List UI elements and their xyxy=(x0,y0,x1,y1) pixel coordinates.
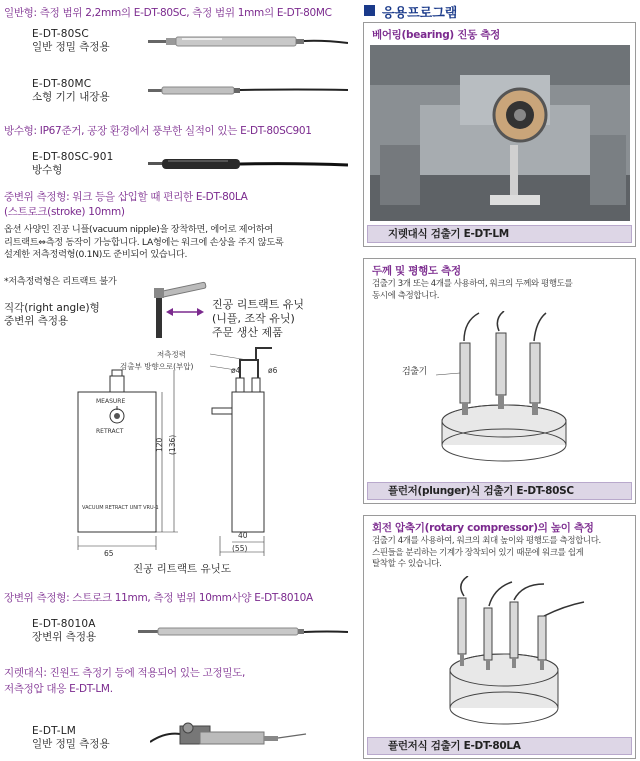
product-code: E-DT-80SC-901 xyxy=(32,151,114,163)
thickness-measurement-illustration xyxy=(434,311,624,481)
product-e-dt-80mc xyxy=(32,78,110,104)
double-arrow-icon xyxy=(166,306,204,318)
rotary-compressor-illustration xyxy=(434,576,624,736)
general-heading: 일반형: 측정 범위 2,2mm의 E-DT-80SC, 측정 범위 1mm의 E-DT-80MC xyxy=(4,7,332,19)
drawing-label-phi4: ø4 xyxy=(231,366,241,375)
vacuum-unit-line2: (니플, 조작 유닛) xyxy=(212,312,295,325)
detector-label: 검출기 xyxy=(402,367,427,377)
drawing-dim-40: 40 xyxy=(238,531,248,540)
body-line: 리트랙트⇔측정 동작이 가능합니다. LA형에는 워크에 손상을 주지 않도록 xyxy=(4,236,284,248)
drawing-caption: 진공 리트랙트 유닛도 xyxy=(133,563,231,575)
panel-body-line: 탈착할 수 있습니다. xyxy=(372,559,442,569)
vacuum-unit-label xyxy=(212,298,304,340)
product-desc: 소형 기기 내장용 xyxy=(32,91,110,103)
panel-body-line: 검출기 4개를 사용하여, 워크의 최대 높이와 평행도를 측정합니다. xyxy=(372,536,601,546)
product-e-dt-80sc xyxy=(32,28,110,54)
right-angle-line2: 중변위 측정용 xyxy=(4,315,69,327)
drawing-label-unit-text: VACUUM RETRACT UNIT VRU-1 xyxy=(82,505,159,511)
product-e-dt-80sc-901 xyxy=(32,151,114,177)
drawing-label-measure: MEASURE xyxy=(96,398,126,405)
right-angle-label xyxy=(4,302,100,328)
panel-body xyxy=(372,536,601,571)
product-desc: 장변위 측정용 xyxy=(32,631,97,643)
body-line: 옵션 사양인 진공 니플(vacuum nipple)을 장착하면, 에어로 제어하여 xyxy=(4,224,273,235)
panel-caption: 지렛대식 검출기 E-DT-LM xyxy=(367,225,632,243)
product-desc: 일반 정밀 측정용 xyxy=(32,738,110,750)
panel-thickness-parallelism xyxy=(363,258,636,504)
right-angle-line1: 직각(right angle)형 xyxy=(4,302,100,314)
panel-rotary-compressor-height xyxy=(363,515,636,759)
product-desc: 방수형 xyxy=(32,164,63,176)
panel-caption: 플런저식 검출기 E-DT-80LA xyxy=(367,737,632,755)
drawing-label-force: 저측정력 xyxy=(157,350,186,359)
e-dt-80sc-901-probe-image xyxy=(148,156,348,172)
lever-heading-line2: 저측정압 대응 E-DT-LM. xyxy=(4,683,113,695)
vacuum-unit-line1: 진공 리트랙트 유닛 xyxy=(212,298,305,311)
midstroke-heading-line2: (스트로크(stroke) 10mm) xyxy=(4,206,125,218)
vacuum-retract-unit-drawing xyxy=(60,340,330,560)
panel-body xyxy=(372,279,572,302)
panel-body-line: 동시에 측정합니다. xyxy=(372,290,440,301)
e-dt-8010a-probe-image xyxy=(138,626,348,638)
drawing-label-phi6: ø6 xyxy=(268,366,278,375)
drawing-dim-120: 120 xyxy=(155,437,164,452)
body-line: 설계한 저측정력형(0.1N)도 준비되어 있습니다. xyxy=(4,249,188,260)
panel-bearing-vibration xyxy=(363,22,636,247)
drawing-dim-65: 65 xyxy=(104,549,114,558)
panel-body-line: 스핀들을 분리하는 기계가 장착되어 있기 때문에 워크를 쉽게 xyxy=(372,547,584,558)
product-e-dt-lm xyxy=(32,725,110,751)
drawing-dim-55: (55) xyxy=(232,544,248,553)
panel-heading: 두께 및 평행도 측정 xyxy=(372,265,461,277)
panel-body-line: 검출기 3개 또는 4개를 사용하여, 워크의 두께와 평행도를 xyxy=(372,279,573,289)
applications-title: 응용프로그램 xyxy=(382,6,458,21)
low-force-note: *저측정력형은 리트랙트 불가 xyxy=(4,276,117,287)
product-code: E-DT-80MC xyxy=(32,78,92,90)
e-dt-80mc-probe-image xyxy=(148,84,348,98)
product-e-dt-8010a xyxy=(32,618,96,644)
bearing-photo-image xyxy=(370,45,630,221)
panel-heading: 베어링(bearing) 진동 측정 xyxy=(372,29,501,41)
product-desc: 일반 정밀 측정용 xyxy=(32,41,110,53)
waterproof-heading: 방수형: IP67준거, 공장 환경에서 풍부한 실적이 있는 E-DT-80SC901 xyxy=(4,125,312,137)
e-dt-lm-lever-probe-image xyxy=(150,712,310,756)
product-code: E-DT-LM xyxy=(32,725,77,737)
drawing-dim-136: (136) xyxy=(168,434,177,455)
midstroke-heading-line1: 중변위 측정형: 워크 등을 삽입할 때 편리한 E-DT-80LA xyxy=(4,191,248,203)
product-code: E-DT-80SC xyxy=(32,28,89,40)
midstroke-body xyxy=(4,224,283,262)
vacuum-unit-line3: 주문 생산 제품 xyxy=(212,326,283,339)
longstroke-heading: 장변위 측정형: 스트로크 11mm, 측정 범위 10mm사양 E-DT-8010A xyxy=(4,592,313,604)
panel-caption: 플런저(plunger)식 검출기 E-DT-80SC xyxy=(367,482,632,500)
drawing-label-retract: RETRACT xyxy=(96,428,124,435)
product-code: E-DT-8010A xyxy=(32,618,96,630)
title-square-icon xyxy=(364,5,375,16)
lever-heading-line1: 지렛대식: 진원도 측정기 등에 적용되어 있는 고정밀도, xyxy=(4,667,246,679)
e-dt-80sc-probe-image xyxy=(148,34,348,50)
panel-heading: 회전 압축기(rotary compressor)의 높이 측정 xyxy=(372,522,594,534)
drawing-label-direction: 검출부 방향으로(부압) xyxy=(120,362,194,371)
